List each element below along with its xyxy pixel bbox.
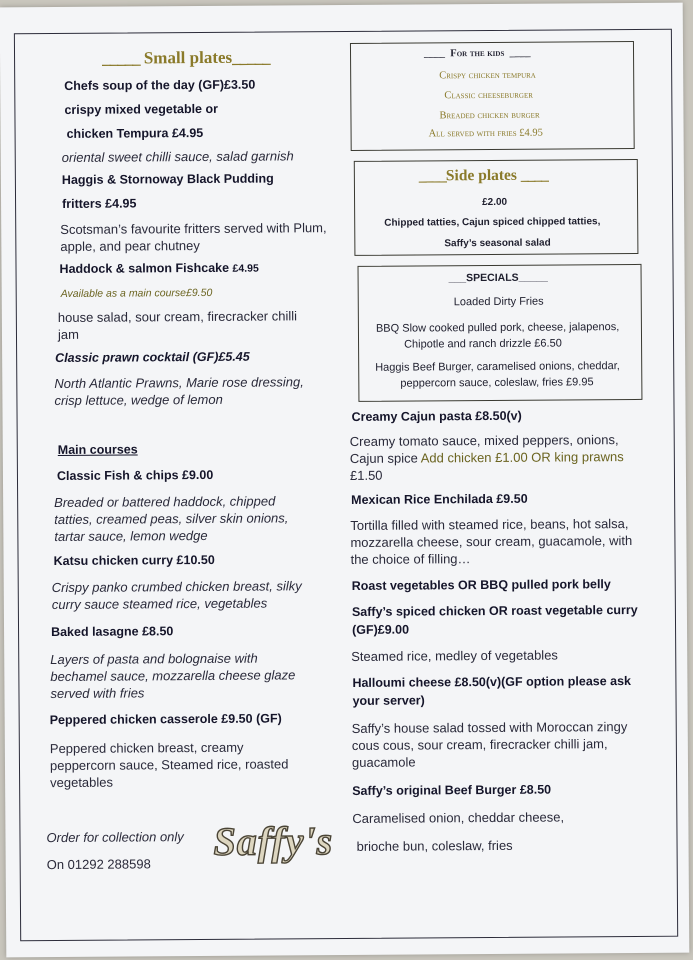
- side-plates-price: £2.00: [482, 196, 508, 209]
- right-cajun-desc-2: Cajun spice Add chicken £1.00 OR king prawns: [349, 449, 624, 466]
- small-plate-fishcake-desc-2: jam: [57, 326, 79, 342]
- side-plates-heading: ____Side plates ____: [418, 166, 548, 185]
- small-plate-tempura-desc: oriental sweet chilli sauce, salad garnish: [61, 148, 294, 165]
- small-plate-fishcake-desc-1: house salad, sour cream, firecracker chilli: [57, 308, 298, 325]
- right-beef-burger: Saffy’s original Beef Burger £8.50: [352, 782, 552, 798]
- right-beef-burger-desc-2: brioche bun, coleslaw, fries: [356, 837, 513, 854]
- small-plate-soup: Chefs soup of the day (GF)£3.50: [64, 77, 256, 93]
- small-plate-prawn-desc-1: North Atlantic Prawns, Marie rose dressing,: [54, 374, 304, 392]
- small-plate-prawn-desc-2: crisp lettuce, wedge of lemon: [54, 391, 223, 409]
- right-enchilada-desc-1: Tortilla filled with steamed rice, beans, hot salsa,: [350, 516, 629, 533]
- special-haggis-burger-1: Haggis Beef Burger, caramelised onions, cheddar,: [375, 360, 620, 374]
- main-fish-chips-desc-2: tatties, creamed peas, silver skin onions,: [54, 510, 289, 528]
- small-plates-heading: _____ Small plates_____: [101, 47, 270, 68]
- main-lasagne-desc-2: bechamel sauce, mozzarella cheese glaze: [50, 667, 296, 685]
- right-curry-desc: Steamed rice, medley of vegetables: [351, 647, 558, 664]
- right-enchilada-fillings: Roast vegetables OR BBQ pulled pork belly: [351, 577, 611, 593]
- right-enchilada: Mexican Rice Enchilada £9.50: [351, 491, 528, 507]
- right-halloumi-desc-3: guacamole: [351, 754, 416, 770]
- kids-item-cheeseburger: Classic cheeseburger: [444, 89, 533, 102]
- kids-item-chicken-burger: Breaded chicken burger: [439, 109, 540, 122]
- right-enchilada-desc-2: mozzarella cheese, sour cream, guacamole, with: [350, 532, 633, 550]
- right-halloumi-desc-1: Saffy’s house salad tossed with Moroccan zingy: [351, 719, 628, 736]
- order-collection-note: Order for collection only: [46, 829, 184, 846]
- special-haggis-burger-2: peppercorn sauce, coleslaw, fries £9.95: [400, 376, 594, 390]
- side-plates-items-1: Chipped tatties, Cajun spiced chipped tatties,: [384, 216, 601, 229]
- main-katsu: Katsu chicken curry £10.50: [53, 552, 215, 569]
- special-bbq-pork-2: Chipotle and ranch drizzle £6.50: [404, 337, 562, 351]
- main-lasagne-desc-3: served with fries: [50, 685, 145, 702]
- small-plate-tempura-line1: crispy mixed vegetable or: [64, 101, 219, 117]
- small-plate-prawn-cocktail: Classic prawn cocktail (GF)£5.45: [55, 349, 250, 366]
- side-plates-items-2: Saffy’s seasonal salad: [444, 237, 551, 250]
- main-fish-chips: Classic Fish & chips £9.00: [56, 467, 214, 484]
- right-curry-2: (GF)£9.00: [351, 622, 410, 637]
- menu-paper: [0, 3, 689, 958]
- right-enchilada-desc-3: the choice of filling…: [350, 551, 471, 567]
- main-peppered-chicken: Peppered chicken casserole £9.50 (GF): [49, 711, 282, 728]
- small-plate-haggis-desc-1: Scotsman’s favourite fritters served with Plum,: [60, 220, 327, 237]
- phone-number: On 01292 288598: [46, 856, 151, 873]
- main-courses-heading: Main courses: [57, 442, 138, 458]
- small-plate-fishcake: Haddock & salmon Fishcake £4.95: [59, 260, 259, 276]
- specials-heading: ___SPECIALS_____: [448, 271, 548, 285]
- small-plate-haggis-desc-2: apple, and pear chutney: [60, 238, 200, 254]
- right-cajun-addon: Add chicken £1.00 OR king prawns: [417, 449, 624, 466]
- kids-heading: ____ For the kids ____: [423, 47, 531, 60]
- right-beef-burger-desc-1: Caramelised onion, cheddar cheese,: [352, 809, 565, 826]
- special-bbq-pork-1: BBQ Slow cooked pulled pork, cheese, jalapenos,: [375, 321, 620, 335]
- kids-note-fries: All served with fries £4.95: [428, 127, 543, 140]
- main-lasagne-desc-1: Layers of pasta and bolognaise with: [50, 650, 258, 668]
- right-halloumi-1: Halloumi cheese £8.50(v)(GF option please ask: [352, 674, 632, 690]
- main-fish-chips-desc-3: tartar sauce, lemon wedge: [54, 527, 208, 545]
- small-plate-tempura-line2: chicken Tempura £4.95: [66, 125, 204, 141]
- main-peppered-desc-3: vegetables: [50, 774, 114, 791]
- main-katsu-desc-2: curry sauce steamed rice, vegetables: [51, 595, 268, 613]
- saffys-logo: Saffy's: [213, 818, 334, 864]
- main-katsu-desc-1: Crispy panko crumbed chicken breast, silky: [51, 578, 302, 596]
- right-cajun-desc-1: Creamy tomato sauce, mixed peppers, onions,: [349, 432, 619, 449]
- right-halloumi-desc-2: cous cous, sour cream, firecracker chilli jam,: [351, 736, 608, 753]
- main-peppered-desc-2: peppercorn sauce, Steamed rice, roasted: [49, 756, 289, 774]
- small-plate-haggis-line1: Haggis & Stornoway Black Pudding: [61, 171, 274, 187]
- right-curry-1: Saffy’s spiced chicken OR roast vegetable curry: [351, 602, 638, 619]
- main-fish-chips-desc-1: Breaded or battered haddock, chipped: [54, 493, 276, 511]
- main-lasagne: Baked lasagne £8.50: [51, 624, 174, 640]
- right-cajun-pasta: Creamy Cajun pasta £8.50(v): [351, 408, 522, 424]
- main-peppered-desc-1: Peppered chicken breast, creamy: [49, 739, 244, 757]
- small-plate-fishcake-main-option: Available as a main course£9.50: [60, 286, 213, 300]
- kids-item-tempura: Crispy chicken tempura: [439, 69, 536, 82]
- right-cajun-addon-price: £1.50: [349, 467, 383, 483]
- small-plate-haggis-line2: fritters £4.95: [62, 196, 137, 211]
- right-halloumi-2: your server): [352, 693, 425, 708]
- special-dirty-fries: Loaded Dirty Fries: [453, 295, 544, 309]
